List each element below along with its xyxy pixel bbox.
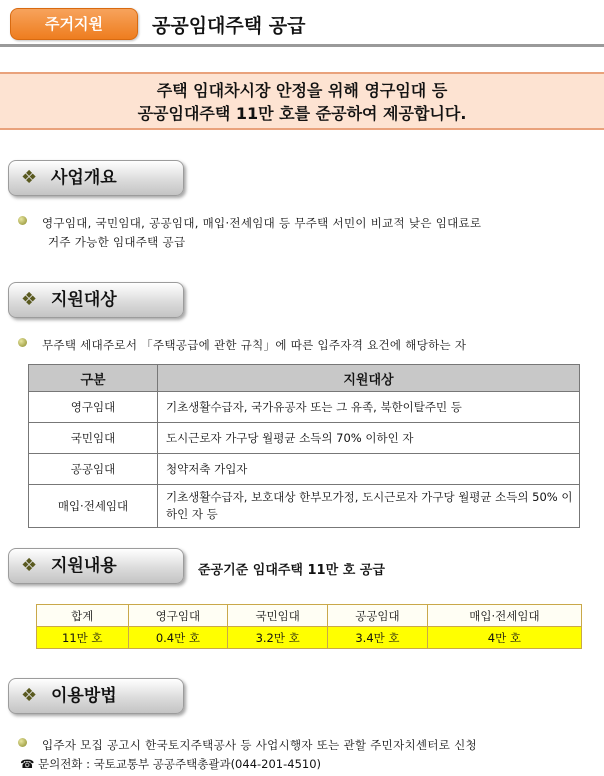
phone-text: 문의전화 : 국토교통부 공공주택총괄과(044-201-4510): [37, 757, 322, 771]
section-header-content: [8, 548, 184, 584]
desc-cell: 도시근로자 가구당 월평균 소득의 70% 이하인 자: [158, 423, 580, 454]
table-header: 공공임대: [328, 605, 428, 627]
target-text: 무주택 세대주로서 「주택공급에 관한 규칙」에 따른 입주자격 요건에 해당하는 자: [42, 338, 467, 352]
table-header: 매입·전세임대: [427, 605, 581, 627]
banner-line-2: 공공임대주택 11만 호를 준공하여 제공합니다.: [137, 104, 467, 123]
target-table: [28, 364, 580, 528]
table-row: [29, 454, 580, 485]
table-header: 지원대상: [158, 365, 580, 392]
diamond-icon: ❖: [21, 685, 38, 706]
desc-cell: 기초생활수급자, 국가유공자 또는 그 유족, 북한이탈주민 등: [158, 392, 580, 423]
table-header: 영구임대: [128, 605, 228, 627]
supply-table: [36, 604, 582, 649]
section-label: 사업개요: [51, 168, 117, 188]
bullet-icon: [18, 338, 27, 347]
table-row: [29, 423, 580, 454]
diamond-icon: ❖: [21, 167, 38, 188]
table-header: 구분: [29, 365, 158, 392]
bullet-icon: [18, 216, 27, 225]
page-title: 공공임대주택 공급: [152, 15, 306, 37]
table-row: [37, 627, 582, 649]
overview-text-line-2: 거주 가능한 임대주택 공급: [48, 235, 186, 249]
type-cell: 영구임대: [29, 392, 158, 423]
value-cell: 11만 호: [37, 627, 129, 649]
table-row: [37, 605, 582, 627]
desc-cell: 기초생활수급자, 보호대상 한부모가정, 도시근로자 가구당 월평균 소득의 50% 이하인 자 등: [158, 485, 580, 528]
header-divider: [0, 44, 604, 47]
phone-line: [20, 756, 321, 772]
banner-line-1: 주택 임대차시장 안정을 위해 영구임대 등: [156, 81, 448, 100]
section-header-target: [8, 282, 184, 318]
usage-text: 입주자 모집 공고시 한국토지주택공사 등 사업시행자 또는 관할 주민자치센터로 신청: [42, 738, 477, 752]
diamond-icon: ❖: [21, 289, 38, 310]
desc-cell: 청약저축 가입자: [158, 454, 580, 485]
table-row: [29, 392, 580, 423]
table-row: [29, 485, 580, 528]
value-cell: 0.4만 호: [128, 627, 228, 649]
type-cell: 국민임대: [29, 423, 158, 454]
section-label: 지원대상: [51, 290, 117, 310]
section-header-overview: [8, 160, 184, 196]
type-cell: 매입·전세임대: [29, 485, 158, 528]
content-text: 준공기준 임대주택 11만 호 공급: [198, 563, 385, 578]
section-label: 이용방법: [51, 686, 117, 706]
summary-banner: [0, 72, 604, 130]
section-header-usage: [8, 678, 184, 714]
overview-text-line-1: 영구임대, 국민임대, 공공임대, 매입·전세임대 등 무주택 서민이 비교적 낮은 임대료로: [42, 216, 482, 230]
phone-icon: ☎: [20, 757, 35, 771]
section-label: 지원내용: [51, 556, 117, 576]
value-cell: 3.2만 호: [228, 627, 328, 649]
bullet-icon: [18, 738, 27, 747]
value-cell: 3.4만 호: [328, 627, 428, 649]
table-header: 합계: [37, 605, 129, 627]
table-header: 국민임대: [228, 605, 328, 627]
diamond-icon: ❖: [21, 555, 38, 576]
value-cell: 4만 호: [427, 627, 581, 649]
type-cell: 공공임대: [29, 454, 158, 485]
category-tag: 주거지원: [10, 8, 138, 40]
